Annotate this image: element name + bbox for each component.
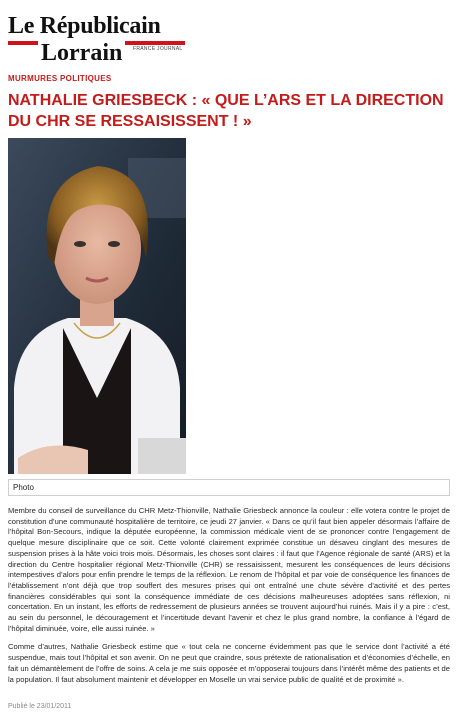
publication-date: Publié le 23/01/2011 (8, 703, 72, 710)
article-paragraph: Membre du conseil de surveillance du CHR Metz-Thionville, Nathalie Griesbeck annonce la couleur : elle votera contre le projet de constitution d’une communauté hospitalière de territoire, ce jeudi 27 janvier. « Dans ce qu’il faut bien appeler désormais l’affaire de l’hôpital Bon-Secours, indique la députée européenne, la commission médicale vient de se prononcer contre l’engagement de quelque mesure disciplinaire que ce soit. Cette volonté clairement exprimée constitue un désaveu cinglant des mesures de suspension prises à la hâte voici trois mois. Désormais, les choses sont claires : il faut que l’Agence régionale de santé (ARS) et la direction du Centre hospitalier régional Metz-Thionville (CHR) se ressaisissent, mesurent les conséquences de leurs décisions intempestives d’alors pour enfin prendre le temps de la réflexion. Le renom de l’hôpital et par voie de conséquence les finances de l’établissement n’ont déjà que trop souffert des mesures prises qui ont entraîné une chute sévère d’activité et des pertes financières considérables qui sont la conséquence immédiate de ces décisions malheureuses adoptées sans réflexion, ni concertation. En un instant, les efforts de redressement de plusieurs années se trouvent aujourd’hui ruinés. Mais il y a pire : c’est, au sein du personnel, le découragement et l’incertitude devant l’avenir et chez le plus grand nombre, la confiance à l’égard de l’hôpital diminuée, voire, elle aussi ruinée. » (8, 506, 450, 633)
logo-line-2: Lorrain (38, 41, 125, 65)
logo-line-1: Le Républicain (8, 13, 161, 39)
article-body (8, 506, 450, 693)
logo-tagline: FRANCE JOURNAL (133, 46, 183, 52)
newspaper-logo[interactable] (8, 14, 188, 68)
article-headline: NATHALIE GRIESBECK : « QUE L’ARS ET LA DIRECTION DU CHR SE RESSAISISSENT ! » (8, 92, 444, 130)
photo-caption: Photo (8, 479, 450, 496)
article-paragraph: Comme d’autres, Nathalie Griesbeck estime que « tout cela ne concerne évidemment pas que le service dont l’activité a été suspendue, mais tout l’hôpital et son avenir. On ne peut que craindre, sous prétexte de rationalisation et d’économies d’échelle, en fait un démantèlement de l’offre de soins. A cela je me suis opposée et m’opposerai toujours dans l’intérêt même des patients et de la population. Il faut absolument maintenir et développer en Moselle un vrai service public de qualité et de proximité ». (8, 642, 450, 684)
article-photo (8, 138, 186, 474)
section-rubric: MURMURES POLITIQUES (8, 74, 112, 83)
